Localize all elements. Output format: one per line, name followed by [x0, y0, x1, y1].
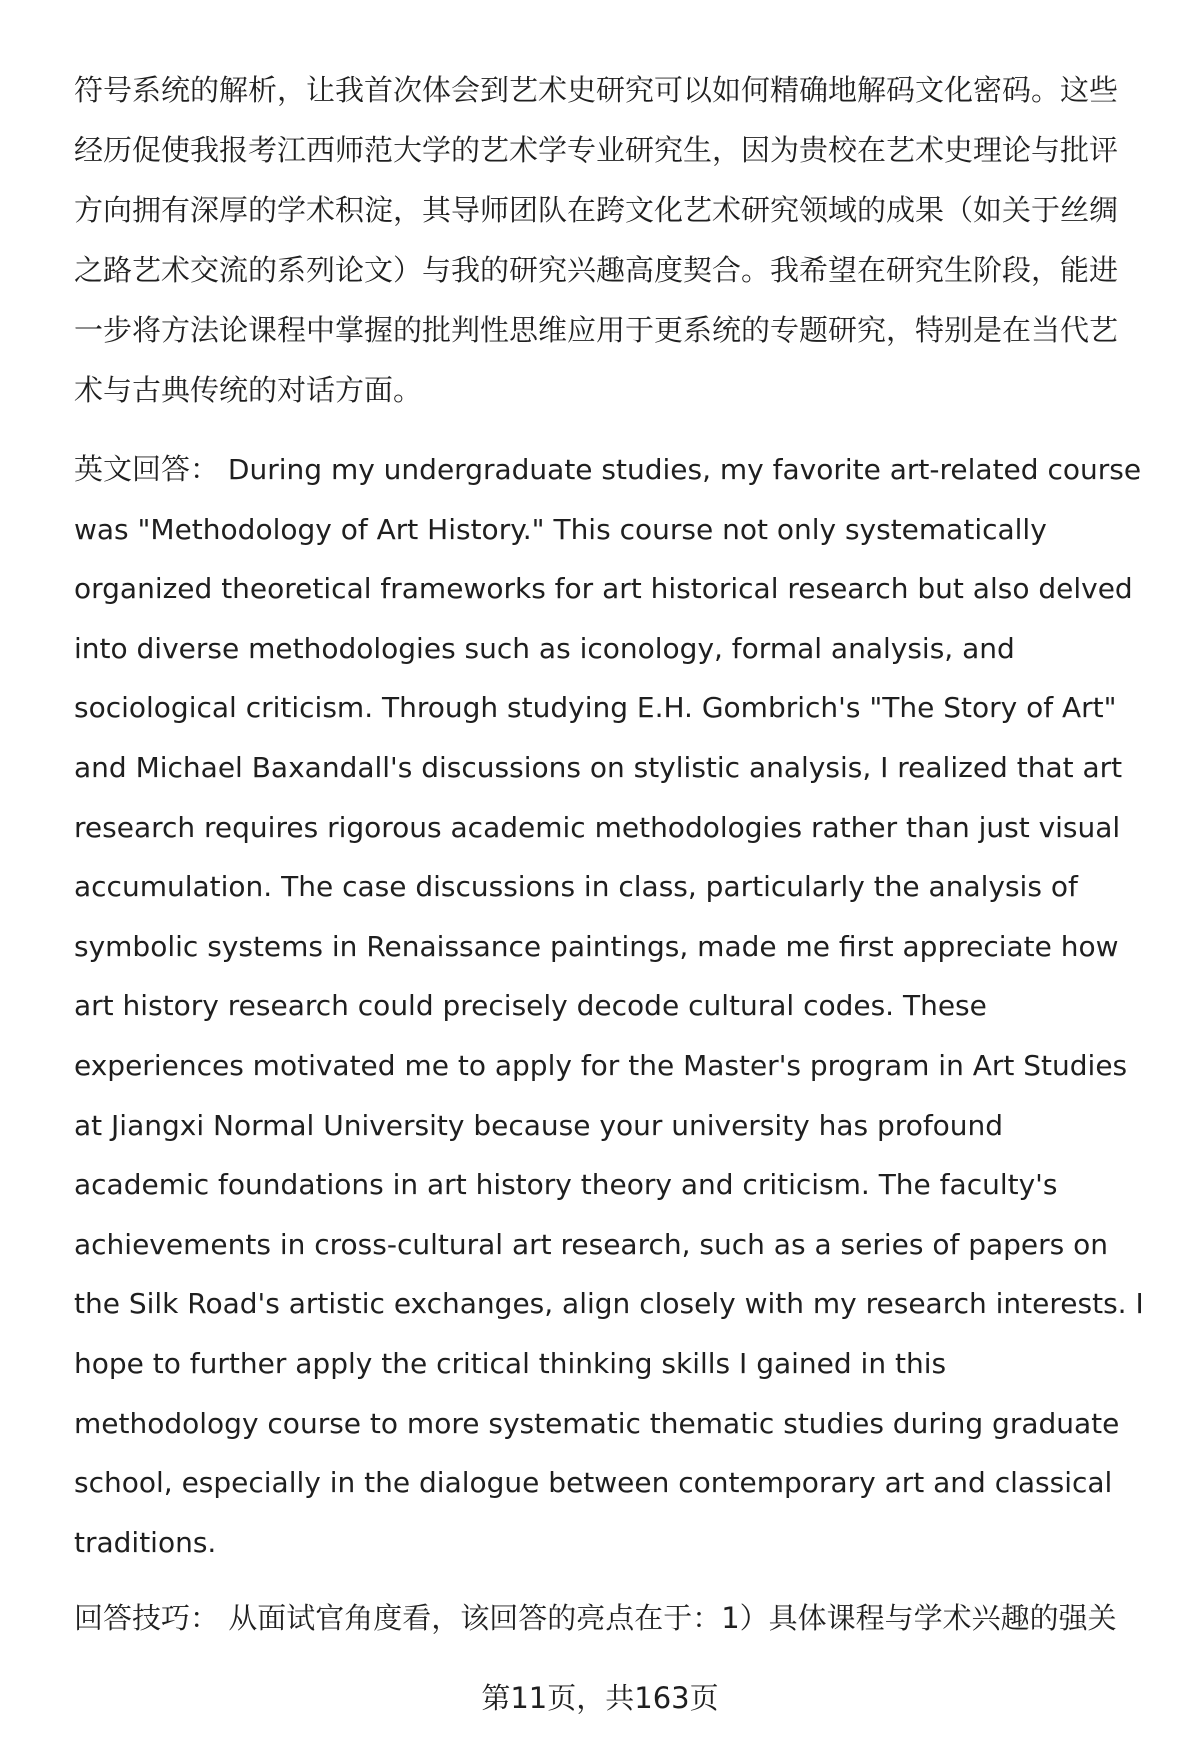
text-line: methodology course to more systematic thematic studies during graduate: [74, 1406, 1120, 1440]
text-line: experiences motivated me to apply for the Master's program in Art Studies: [74, 1048, 1128, 1082]
page-number: 第11页，共163页: [481, 1681, 719, 1715]
text-line: 英文回答： During my undergraduate studies, my favorite art-related course: [74, 452, 1142, 486]
english-answer-label: 英文回答：: [74, 452, 220, 486]
answer-tips-label: 回答技巧：: [74, 1601, 220, 1636]
text-line: traditions.: [74, 1525, 217, 1559]
text-line: 一步将方法论课程中掌握的批判性思维应用于更系统的专题研究，特别是在当代艺: [74, 313, 1119, 347]
text-line: hope to further apply the critical thinking skills I gained in this: [74, 1346, 947, 1380]
text-line: research requires rigorous academic methodologies rather than just visual: [74, 810, 1121, 844]
text-line: achievements in cross-cultural art research, such as a series of papers on: [74, 1227, 1109, 1261]
text-line: the Silk Road's artistic exchanges, align closely with my research interests. I: [74, 1287, 1144, 1321]
text-line: organized theoretical frameworks for art historical research but also delved: [74, 572, 1133, 606]
text-line: accumulation. The case discussions in class, particularly the analysis of: [74, 870, 1078, 904]
document-page: [74, 60, 1154, 1648]
text-line: 之路艺术交流的系列论文）与我的研究兴趣高度契合。我希望在研究生阶段，能进: [74, 253, 1119, 287]
answer-tips: [74, 1588, 1154, 1648]
text-line: 符号系统的解析，让我首次体会到艺术史研究可以如何精确地解码文化密码。这些: [74, 73, 1119, 107]
text-line: 经历促使我报考江西师范大学的艺术学专业研究生，因为贵校在艺术史理论与批评: [74, 133, 1119, 167]
text-line: sociological criticism. Through studying E.H. Gombrich's "The Story of Art": [74, 691, 1117, 725]
text-line: into diverse methodologies such as iconology, formal analysis, and: [74, 631, 1015, 665]
answer-tips-text: 从面试官角度看，该回答的亮点在于：1）具体课程与学术兴趣的强关: [228, 1601, 1117, 1636]
text-line: academic foundations in art history theory and criticism. The faculty's: [74, 1168, 1058, 1202]
text-line: 方向拥有深厚的学术积淀，其导师团队在跨文化艺术研究领域的成果（如关于丝绸: [74, 193, 1119, 227]
text-line: at Jiangxi Normal University because your university has profound: [74, 1108, 1004, 1142]
text-line: symbolic systems in Renaissance paintings, made me first appreciate how: [74, 929, 1119, 963]
text-line: art history research could precisely decode cultural codes. These: [74, 989, 987, 1023]
text-line: and Michael Baxandall's discussions on stylistic analysis, I realized that art: [74, 750, 1123, 784]
chinese-answer-continuation: [74, 60, 1154, 420]
text-line: 术与古典传统的对话方面。: [74, 373, 423, 407]
text-line: school, especially in the dialogue between contemporary art and classical: [74, 1466, 1113, 1500]
text-line: was "Methodology of Art History." This course not only systematically: [74, 512, 1047, 546]
english-answer: [74, 440, 1154, 1572]
